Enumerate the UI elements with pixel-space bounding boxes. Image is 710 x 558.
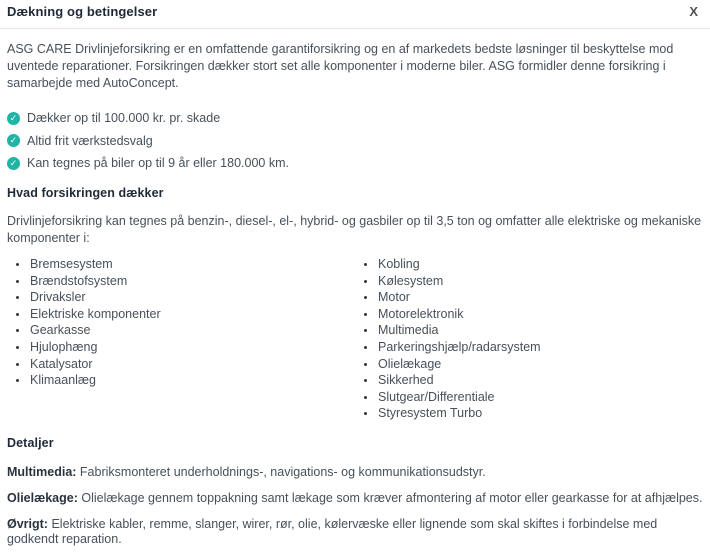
coverage-item: • Gearkasse	[29, 322, 355, 339]
highlight-label: Dækker op til 100.000 kr. pr. skade	[27, 111, 221, 125]
coverage-item: • Hjulophæng	[29, 339, 355, 356]
coverage-item: • Elektriske komponenter	[29, 306, 355, 323]
coverage-item: • Motor	[377, 289, 541, 306]
highlight-item	[7, 111, 703, 125]
detail-text: Elektriske kabler, remme, slanger, wirer, rør, olie, kølervæske eller lignende som skal skiftes i forbindelse med godkendt reparation.	[7, 516, 658, 546]
coverage-item: • Kølesystem	[377, 273, 541, 290]
detail-text: Olielækage gennem toppakning samt lækage som kræver afmontering af motor eller gearkasse for at afhjælpes.	[77, 490, 703, 505]
close-button[interactable]	[685, 4, 702, 20]
coverage-item: • Bremsesystem	[29, 256, 355, 273]
coverage-item: • Sikkerhed	[377, 372, 541, 389]
coverage-item: • Drivaksler	[29, 289, 355, 306]
coverage-heading: Hvad forsikringen dækker	[7, 186, 164, 200]
detail-term: Multimedia:	[7, 464, 77, 479]
close-icon: X	[689, 4, 698, 19]
coverage-list-left	[7, 256, 355, 422]
coverage-item: • Slutgear/Differentiale	[377, 389, 541, 406]
detail-item	[7, 517, 703, 547]
modal-header	[0, 0, 710, 29]
coverage-item: • Motorelektronik	[377, 306, 541, 323]
detail-item	[7, 491, 703, 506]
intro-paragraph: ASG CARE Drivlinjeforsikring er en omfattende garantiforsikring og en af markedets bedste løsninger til beskyttelse mod uventede reparationer. Forsikringen dækker stort set alle komponenter i moderne biler. ASG formidler denne forsikring i samarbejde med AutoConcept.	[7, 42, 674, 90]
detail-term: Øvrigt:	[7, 516, 48, 531]
coverage-columns	[7, 256, 703, 422]
coverage-list-right	[355, 256, 541, 422]
coverage-item: • Brændstofsystem	[29, 273, 355, 290]
highlight-label: Altid frit værkstedsvalg	[27, 133, 153, 148]
details-list	[7, 465, 703, 547]
highlight-item	[7, 134, 703, 148]
coverage-item: • Multimedia	[377, 322, 541, 339]
coverage-item: • Styresystem Turbo	[377, 405, 541, 422]
check-circle-icon: ✓	[7, 112, 20, 125]
check-circle-icon: ✓	[7, 157, 20, 170]
check-circle-icon: ✓	[7, 134, 20, 147]
modal-title: Dækning og betingelser	[7, 4, 158, 19]
highlight-label: Kan tegnes på biler op til 9 år eller 180.000 km.	[27, 156, 289, 170]
details-heading: Detaljer	[7, 435, 54, 450]
coverage-item: • Katalysator	[29, 356, 355, 373]
coverage-item: • Parkeringshjælp/radarsystem	[377, 339, 541, 356]
detail-term: Olielækage:	[7, 490, 78, 505]
detail-item	[7, 465, 703, 480]
coverage-description: Drivlinjeforsikring kan tegnes på benzin-, diesel-, el-, hybrid- og gasbiler op til 3,5 ton og omfatter alle elektriske og mekaniske komponenter i:	[7, 214, 702, 245]
detail-text: Fabriksmonteret underholdnings-, navigations- og kommunikationsudstyr.	[76, 464, 486, 479]
highlight-item	[7, 156, 703, 170]
highlights-list	[7, 111, 703, 170]
coverage-item: • Olielækage	[377, 356, 541, 373]
coverage-item: • Klimaanlæg	[29, 372, 355, 389]
coverage-item: • Kobling	[377, 256, 541, 273]
modal-body	[0, 29, 710, 558]
